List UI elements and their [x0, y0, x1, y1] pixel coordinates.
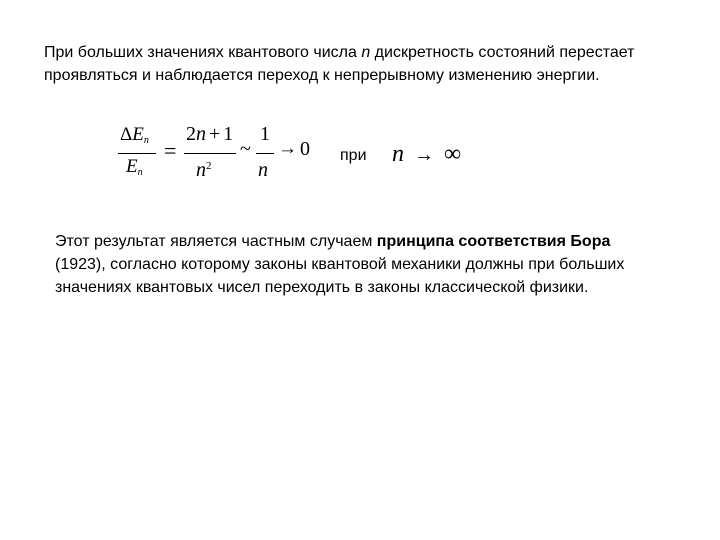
- numerator-one: 1: [223, 123, 234, 145]
- delta-symbol: Δ: [120, 124, 133, 145]
- energy-symbol-den: E: [126, 156, 138, 177]
- intro-text-1: При больших значениях квантового числа: [44, 44, 362, 61]
- fraction-numerator-one: 1: [260, 123, 270, 145]
- formula-denominator-n-squared: [196, 159, 212, 182]
- energy-subscript-den: n: [137, 167, 143, 178]
- condition-limit: [392, 141, 461, 168]
- bohr-principle: принципа соответствия Бора: [376, 233, 611, 250]
- fraction-bar-2: [184, 153, 236, 154]
- fraction-denominator-n: n: [258, 159, 268, 181]
- arrow-to-zero: →: [278, 138, 297, 159]
- intro-var-n: n: [361, 44, 371, 61]
- conclusion-paragraph: [55, 230, 655, 299]
- conclusion-text-2: (1923), согласно которому законы квантовой механики должны при больших значениях квантовых чисел переходить в законы классической физики.: [55, 256, 625, 296]
- fraction-bar-3: [256, 153, 274, 154]
- condition-label: при: [340, 147, 367, 164]
- formula-numerator-delta-e: [120, 124, 149, 146]
- formula-numerator-2n-plus-1: [186, 123, 233, 146]
- fraction-bar-1: [118, 153, 156, 154]
- denominator-n: n: [196, 159, 206, 181]
- zero-value: 0: [300, 138, 310, 160]
- limit-n: n: [392, 141, 404, 167]
- numerator-n: n: [196, 123, 206, 145]
- plus-sign: +: [209, 123, 221, 145]
- intro-paragraph: [44, 41, 644, 87]
- conclusion-text-1: Этот результат является частным случаем: [55, 233, 377, 250]
- tilde-sign: ~: [240, 138, 251, 160]
- infinity-symbol: ∞: [444, 141, 462, 167]
- equals-sign: =: [164, 138, 177, 163]
- energy-subscript: n: [143, 135, 149, 146]
- formula-denominator-e: [126, 156, 143, 178]
- denominator-power: 2: [206, 160, 212, 172]
- limit-arrow: →: [414, 144, 434, 166]
- numerator-two: 2: [186, 123, 196, 145]
- energy-symbol: E: [132, 124, 144, 145]
- intro-text-2: дискретность состояний перестает проявляться и наблюдается переход к непрерывному изменению энергии.: [44, 44, 635, 84]
